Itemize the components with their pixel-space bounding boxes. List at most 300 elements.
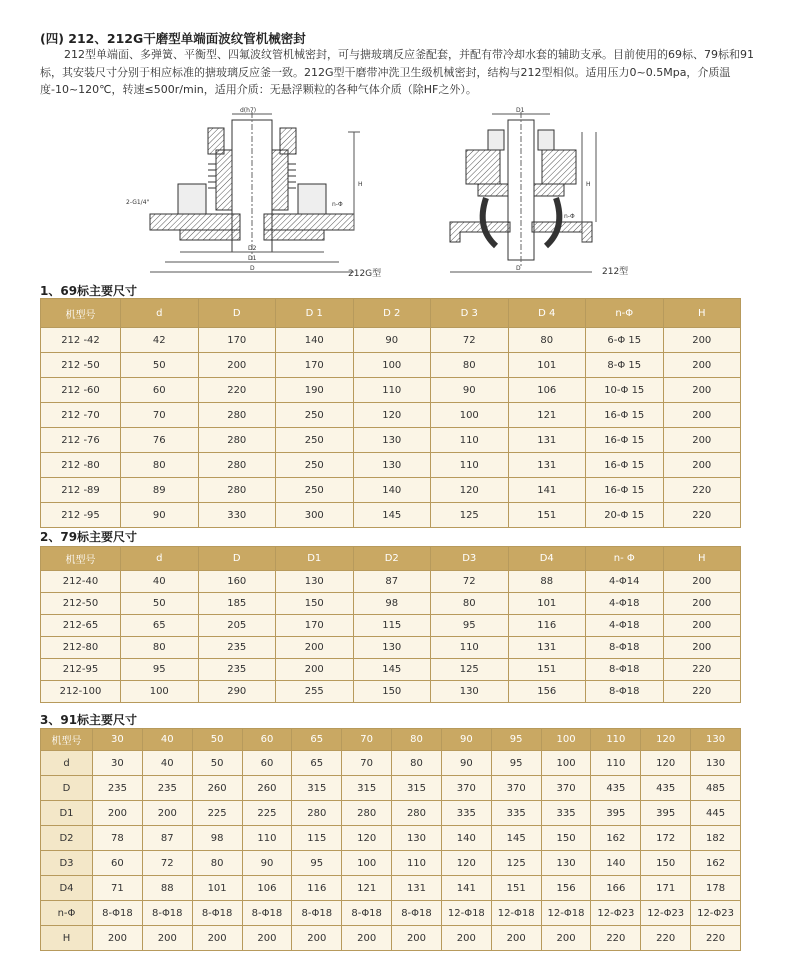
table-cell: 16-Φ 15 — [586, 478, 664, 503]
table-row — [41, 428, 741, 453]
table91-heading: 3、91标主要尺寸 — [40, 713, 138, 727]
table-cell: 205 — [198, 615, 276, 637]
table-row — [41, 615, 741, 637]
table-row — [41, 926, 741, 951]
table-cell: 120 — [431, 478, 509, 503]
column-header: 60 — [242, 729, 292, 751]
table-cell: 150 — [353, 681, 431, 703]
column-header: 100 — [541, 729, 591, 751]
row-label-cell: 212 -89 — [41, 478, 121, 503]
seal-drawing-svg — [120, 102, 760, 282]
table-cell: 178 — [691, 876, 741, 901]
table-cell: 182 — [691, 826, 741, 851]
table-cell: 110 — [242, 826, 292, 851]
table69-heading: 1、69标主要尺寸 — [40, 284, 138, 298]
row-label-cell: 212-50 — [41, 593, 121, 615]
table-cell: 20-Φ 15 — [586, 503, 664, 528]
port-label: 2-G1/4" — [126, 199, 150, 206]
table-cell: 235 — [93, 776, 143, 801]
column-header: D3 — [431, 547, 509, 571]
row-label-cell: 212 -80 — [41, 453, 121, 478]
table-cell: 250 — [276, 428, 354, 453]
table-cell: 335 — [441, 801, 491, 826]
table-cell: 78 — [93, 826, 143, 851]
row-label-cell: 212-80 — [41, 637, 121, 659]
table-cell: 200 — [392, 926, 442, 951]
table-cell: 110 — [392, 851, 442, 876]
table-cell: 150 — [276, 593, 354, 615]
table-row — [41, 637, 741, 659]
table-cell: 10-Φ 15 — [586, 378, 664, 403]
dim-d2-label: D2 — [248, 245, 257, 252]
table-cell: 445 — [691, 801, 741, 826]
table-cell: 150 — [541, 826, 591, 851]
table-cell: 315 — [292, 776, 342, 801]
table-cell: 115 — [353, 615, 431, 637]
table-cell: 200 — [242, 926, 292, 951]
table-cell: 120 — [641, 751, 691, 776]
table-cell: 156 — [541, 876, 591, 901]
table-cell: 130 — [353, 453, 431, 478]
table-cell: 116 — [292, 876, 342, 901]
table-cell: 151 — [508, 659, 586, 681]
table-cell: 8-Φ18 — [342, 901, 392, 926]
table-cell: 12-Φ18 — [441, 901, 491, 926]
table-cell: 16-Φ 15 — [586, 428, 664, 453]
table-cell: 150 — [641, 851, 691, 876]
table-cell: 200 — [292, 926, 342, 951]
column-header: n- Φ — [586, 547, 664, 571]
dim-h-label: H — [358, 181, 363, 188]
table-cell: 8-Φ18 — [392, 901, 442, 926]
table-cell: 80 — [121, 453, 199, 478]
table-cell: 100 — [541, 751, 591, 776]
table-cell: 110 — [431, 637, 509, 659]
table-cell: 140 — [591, 851, 641, 876]
table-cell: 156 — [508, 681, 586, 703]
table-cell: 115 — [292, 826, 342, 851]
table-91-standard — [40, 728, 741, 951]
column-header: D2 — [353, 547, 431, 571]
table-cell: 16-Φ 15 — [586, 403, 664, 428]
table-cell: 16-Φ 15 — [586, 453, 664, 478]
table-cell: 8-Φ18 — [142, 901, 192, 926]
table-cell: 485 — [691, 776, 741, 801]
table-cell: 8-Φ18 — [242, 901, 292, 926]
table-row — [41, 403, 741, 428]
table-cell: 131 — [508, 453, 586, 478]
table-cell: 130 — [353, 637, 431, 659]
column-header: 90 — [441, 729, 491, 751]
table-row — [41, 328, 741, 353]
table-cell: 98 — [192, 826, 242, 851]
table-cell: 71 — [93, 876, 143, 901]
table-cell: 60 — [121, 378, 199, 403]
column-header: 65 — [292, 729, 342, 751]
table-cell: 4-Φ14 — [586, 571, 664, 593]
table-cell: 435 — [641, 776, 691, 801]
table-cell: 125 — [431, 503, 509, 528]
table-cell: 200 — [663, 593, 741, 615]
table-cell: 90 — [353, 328, 431, 353]
dim-big-d-label: D — [250, 265, 255, 272]
dim-right-h: H — [586, 181, 591, 188]
table-cell: 300 — [276, 503, 354, 528]
table-cell: 60 — [93, 851, 143, 876]
table-cell: 435 — [591, 776, 641, 801]
column-header: H — [663, 547, 741, 571]
table-cell: 260 — [192, 776, 242, 801]
table-cell: 101 — [508, 353, 586, 378]
table-cell: 220 — [198, 378, 276, 403]
table-cell: 80 — [508, 328, 586, 353]
table-cell: 12-Φ18 — [541, 901, 591, 926]
table-cell: 131 — [392, 876, 442, 901]
table-cell: 280 — [392, 801, 442, 826]
table-cell: 110 — [431, 428, 509, 453]
row-label-cell: D — [41, 776, 93, 801]
column-header: 110 — [591, 729, 641, 751]
table-cell: 76 — [121, 428, 199, 453]
table-cell: 141 — [441, 876, 491, 901]
table-cell: 151 — [491, 876, 541, 901]
table-cell: 121 — [508, 403, 586, 428]
table-cell: 200 — [441, 926, 491, 951]
table-cell: 185 — [198, 593, 276, 615]
table-cell: 130 — [691, 751, 741, 776]
table-cell: 200 — [342, 926, 392, 951]
table-cell: 200 — [663, 571, 741, 593]
row-label-cell: 212-40 — [41, 571, 121, 593]
table-cell: 65 — [292, 751, 342, 776]
table-cell: 8-Φ 15 — [586, 353, 664, 378]
table-cell: 280 — [292, 801, 342, 826]
table-cell: 90 — [441, 751, 491, 776]
table-row — [41, 571, 741, 593]
table-cell: 50 — [192, 751, 242, 776]
table-cell: 280 — [198, 453, 276, 478]
column-header: D4 — [508, 547, 586, 571]
table-cell: 170 — [198, 328, 276, 353]
table-cell: 131 — [508, 428, 586, 453]
dim-d-label: d(h7) — [240, 107, 257, 114]
table-cell: 170 — [276, 353, 354, 378]
table-cell: 280 — [198, 478, 276, 503]
table-cell: 250 — [276, 403, 354, 428]
table-cell: 30 — [93, 751, 143, 776]
table-row — [41, 751, 741, 776]
page-title: (四) 212、212G干磨型单端面波纹管机械密封 — [40, 31, 306, 46]
row-label-cell: 212 -50 — [41, 353, 121, 378]
table-cell: 70 — [121, 403, 199, 428]
table-cell: 370 — [541, 776, 591, 801]
column-header: D 4 — [508, 299, 586, 328]
table-cell: 110 — [591, 751, 641, 776]
table-cell: 250 — [276, 453, 354, 478]
table-cell: 8-Φ18 — [192, 901, 242, 926]
table-cell: 200 — [93, 926, 143, 951]
column-header: D — [198, 299, 276, 328]
table-cell: 162 — [691, 851, 741, 876]
table-cell: 125 — [491, 851, 541, 876]
table-cell: 280 — [198, 428, 276, 453]
table-cell: 106 — [508, 378, 586, 403]
row-label-cell: D1 — [41, 801, 93, 826]
table-cell: 141 — [508, 478, 586, 503]
table-cell: 90 — [431, 378, 509, 403]
table-cell: 220 — [663, 503, 741, 528]
row-label-cell: D3 — [41, 851, 93, 876]
table-cell: 4-Φ18 — [586, 615, 664, 637]
table-cell: 315 — [342, 776, 392, 801]
table-cell: 42 — [121, 328, 199, 353]
table-cell: 140 — [441, 826, 491, 851]
table-cell: 80 — [431, 353, 509, 378]
column-header: 30 — [93, 729, 143, 751]
intro-text: 212型单端面、多弹簧、平衡型、四氟波纹管机械密封，可与搪玻璃反应釜配套，并配有带冷却水套的辅助支承。目前使用的69标、79标和91标，其安装尺寸分别于相应标准的搪玻璃反应釜一致。212G型干磨带冲洗卫生级机械密封，结构与212型相似。适用压力0~0.5Mpa，介质温度-10~120℃，转速≤500r/min，适用介质：无悬浮颗粒的各种气体介质（除HF之外）。 — [40, 48, 754, 96]
table-cell: 290 — [198, 681, 276, 703]
row-label-cell: D4 — [41, 876, 93, 901]
table-cell: 8-Φ18 — [93, 901, 143, 926]
column-header: 70 — [342, 729, 392, 751]
column-header: 130 — [691, 729, 741, 751]
table-cell: 395 — [641, 801, 691, 826]
table-cell: 80 — [192, 851, 242, 876]
table-cell: 72 — [431, 571, 509, 593]
table-cell: 220 — [641, 926, 691, 951]
table-cell: 200 — [142, 801, 192, 826]
table-cell: 171 — [641, 876, 691, 901]
table-row — [41, 503, 741, 528]
table-cell: 220 — [591, 926, 641, 951]
table-cell: 160 — [198, 571, 276, 593]
table-cell: 335 — [491, 801, 541, 826]
table-row — [41, 851, 741, 876]
intro-paragraph — [40, 46, 760, 99]
table-cell: 87 — [353, 571, 431, 593]
table-cell: 145 — [353, 659, 431, 681]
table-cell: 100 — [431, 403, 509, 428]
table-cell: 50 — [121, 353, 199, 378]
row-label-cell: 212 -42 — [41, 328, 121, 353]
column-header: d — [121, 547, 199, 571]
table-row — [41, 876, 741, 901]
table-cell: 40 — [142, 751, 192, 776]
table-cell: 200 — [663, 615, 741, 637]
table-cell: 80 — [121, 637, 199, 659]
table-cell: 200 — [276, 659, 354, 681]
table-cell: 100 — [342, 851, 392, 876]
table-cell: 280 — [198, 403, 276, 428]
row-label-cell: 212-65 — [41, 615, 121, 637]
column-header: D 2 — [353, 299, 431, 328]
column-header: 120 — [641, 729, 691, 751]
row-label-cell: 212-100 — [41, 681, 121, 703]
table-cell: 130 — [541, 851, 591, 876]
table-cell: 87 — [142, 826, 192, 851]
table-cell: 130 — [431, 681, 509, 703]
table-cell: 80 — [431, 593, 509, 615]
table-cell: 40 — [121, 571, 199, 593]
table-cell: 370 — [441, 776, 491, 801]
table-cell: 95 — [121, 659, 199, 681]
table-cell: 98 — [353, 593, 431, 615]
table-cell: 50 — [121, 593, 199, 615]
table-cell: 72 — [431, 328, 509, 353]
table-row — [41, 681, 741, 703]
table-cell: 200 — [198, 353, 276, 378]
table-cell: 70 — [342, 751, 392, 776]
column-header: 机型号 — [41, 729, 93, 751]
table-cell: 101 — [508, 593, 586, 615]
table-cell: 88 — [508, 571, 586, 593]
table-cell: 200 — [663, 453, 741, 478]
table-cell: 8-Φ18 — [292, 901, 342, 926]
table-cell: 200 — [663, 637, 741, 659]
column-header: d — [121, 299, 199, 328]
table79-heading: 2、79标主要尺寸 — [40, 530, 138, 544]
table-cell: 235 — [142, 776, 192, 801]
table-cell: 80 — [392, 751, 442, 776]
drawing-label-212: 212型 — [602, 267, 629, 277]
table-cell: 220 — [663, 478, 741, 503]
table-cell: 225 — [192, 801, 242, 826]
table-row — [41, 801, 741, 826]
table-cell: 260 — [242, 776, 292, 801]
table-cell: 110 — [431, 453, 509, 478]
table-cell: 95 — [491, 751, 541, 776]
table-cell: 166 — [591, 876, 641, 901]
table-cell: 100 — [121, 681, 199, 703]
table-cell: 6-Φ 15 — [586, 328, 664, 353]
table-cell: 235 — [198, 659, 276, 681]
table-cell: 12-Φ23 — [591, 901, 641, 926]
table-cell: 255 — [276, 681, 354, 703]
table-cell: 370 — [491, 776, 541, 801]
row-label-cell: D2 — [41, 826, 93, 851]
table-cell: 8-Φ18 — [586, 681, 664, 703]
table-cell: 8-Φ18 — [586, 659, 664, 681]
table-cell: 12-Φ18 — [491, 901, 541, 926]
table-cell: 89 — [121, 478, 199, 503]
table-cell: 4-Φ18 — [586, 593, 664, 615]
table-cell: 120 — [342, 826, 392, 851]
table-cell: 235 — [198, 637, 276, 659]
row-label-cell: 212 -76 — [41, 428, 121, 453]
column-header: 机型号 — [41, 547, 121, 571]
table-79-standard — [40, 546, 741, 703]
table-cell: 225 — [242, 801, 292, 826]
column-header: n-Φ — [586, 299, 664, 328]
row-label-cell: n-Φ — [41, 901, 93, 926]
table-row — [41, 826, 741, 851]
table-row — [41, 453, 741, 478]
dim-right-d1: D1 — [516, 107, 525, 114]
table-cell: 106 — [242, 876, 292, 901]
table-cell: 131 — [508, 637, 586, 659]
column-header: 40 — [142, 729, 192, 751]
table-cell: 95 — [292, 851, 342, 876]
column-header: D — [198, 547, 276, 571]
table-cell: 145 — [353, 503, 431, 528]
column-header: 80 — [392, 729, 442, 751]
table-cell: 170 — [276, 615, 354, 637]
table-cell: 65 — [121, 615, 199, 637]
table-cell: 200 — [663, 353, 741, 378]
column-header: D 1 — [276, 299, 354, 328]
table-cell: 120 — [441, 851, 491, 876]
table-cell: 330 — [198, 503, 276, 528]
table-cell: 88 — [142, 876, 192, 901]
table-cell: 90 — [121, 503, 199, 528]
table-row — [41, 901, 741, 926]
column-header: H — [663, 299, 741, 328]
table-cell: 172 — [641, 826, 691, 851]
dim-d1-label: D1 — [248, 255, 257, 262]
table-cell: 151 — [508, 503, 586, 528]
table-cell: 220 — [663, 681, 741, 703]
table-cell: 395 — [591, 801, 641, 826]
table-row — [41, 378, 741, 403]
table-cell: 125 — [431, 659, 509, 681]
seal-drawings — [120, 102, 760, 282]
table-cell: 110 — [353, 378, 431, 403]
dim-right-d: D — [516, 265, 521, 272]
row-label-cell: 212 -70 — [41, 403, 121, 428]
table-cell: 162 — [591, 826, 641, 851]
table-cell: 72 — [142, 851, 192, 876]
table-cell: 200 — [663, 428, 741, 453]
row-label-cell: H — [41, 926, 93, 951]
table-cell: 315 — [392, 776, 442, 801]
table-cell: 145 — [491, 826, 541, 851]
table-cell: 101 — [192, 876, 242, 901]
table-row — [41, 776, 741, 801]
table-row — [41, 593, 741, 615]
column-header: 50 — [192, 729, 242, 751]
table-cell: 200 — [663, 328, 741, 353]
table-cell: 335 — [541, 801, 591, 826]
table-cell: 190 — [276, 378, 354, 403]
column-header: D1 — [276, 547, 354, 571]
table-cell: 100 — [353, 353, 431, 378]
table-row — [41, 478, 741, 503]
row-label-cell: 212 -95 — [41, 503, 121, 528]
table-row — [41, 353, 741, 378]
table-cell: 8-Φ18 — [586, 637, 664, 659]
table-cell: 60 — [242, 751, 292, 776]
table-cell: 12-Φ23 — [691, 901, 741, 926]
table-cell: 200 — [541, 926, 591, 951]
table-cell: 200 — [192, 926, 242, 951]
table-69-standard — [40, 298, 741, 528]
table-cell: 140 — [276, 328, 354, 353]
table-cell: 200 — [142, 926, 192, 951]
table-cell: 200 — [491, 926, 541, 951]
table-cell: 280 — [342, 801, 392, 826]
drawing-label-212g: 212G型 — [348, 269, 382, 279]
table-cell: 121 — [342, 876, 392, 901]
table-cell: 130 — [353, 428, 431, 453]
column-header: D 3 — [431, 299, 509, 328]
table-cell: 140 — [353, 478, 431, 503]
table-cell: 200 — [93, 801, 143, 826]
table-cell: 220 — [663, 659, 741, 681]
table-cell: 220 — [691, 926, 741, 951]
row-label-cell: d — [41, 751, 93, 776]
column-header: 95 — [491, 729, 541, 751]
table-cell: 130 — [276, 571, 354, 593]
